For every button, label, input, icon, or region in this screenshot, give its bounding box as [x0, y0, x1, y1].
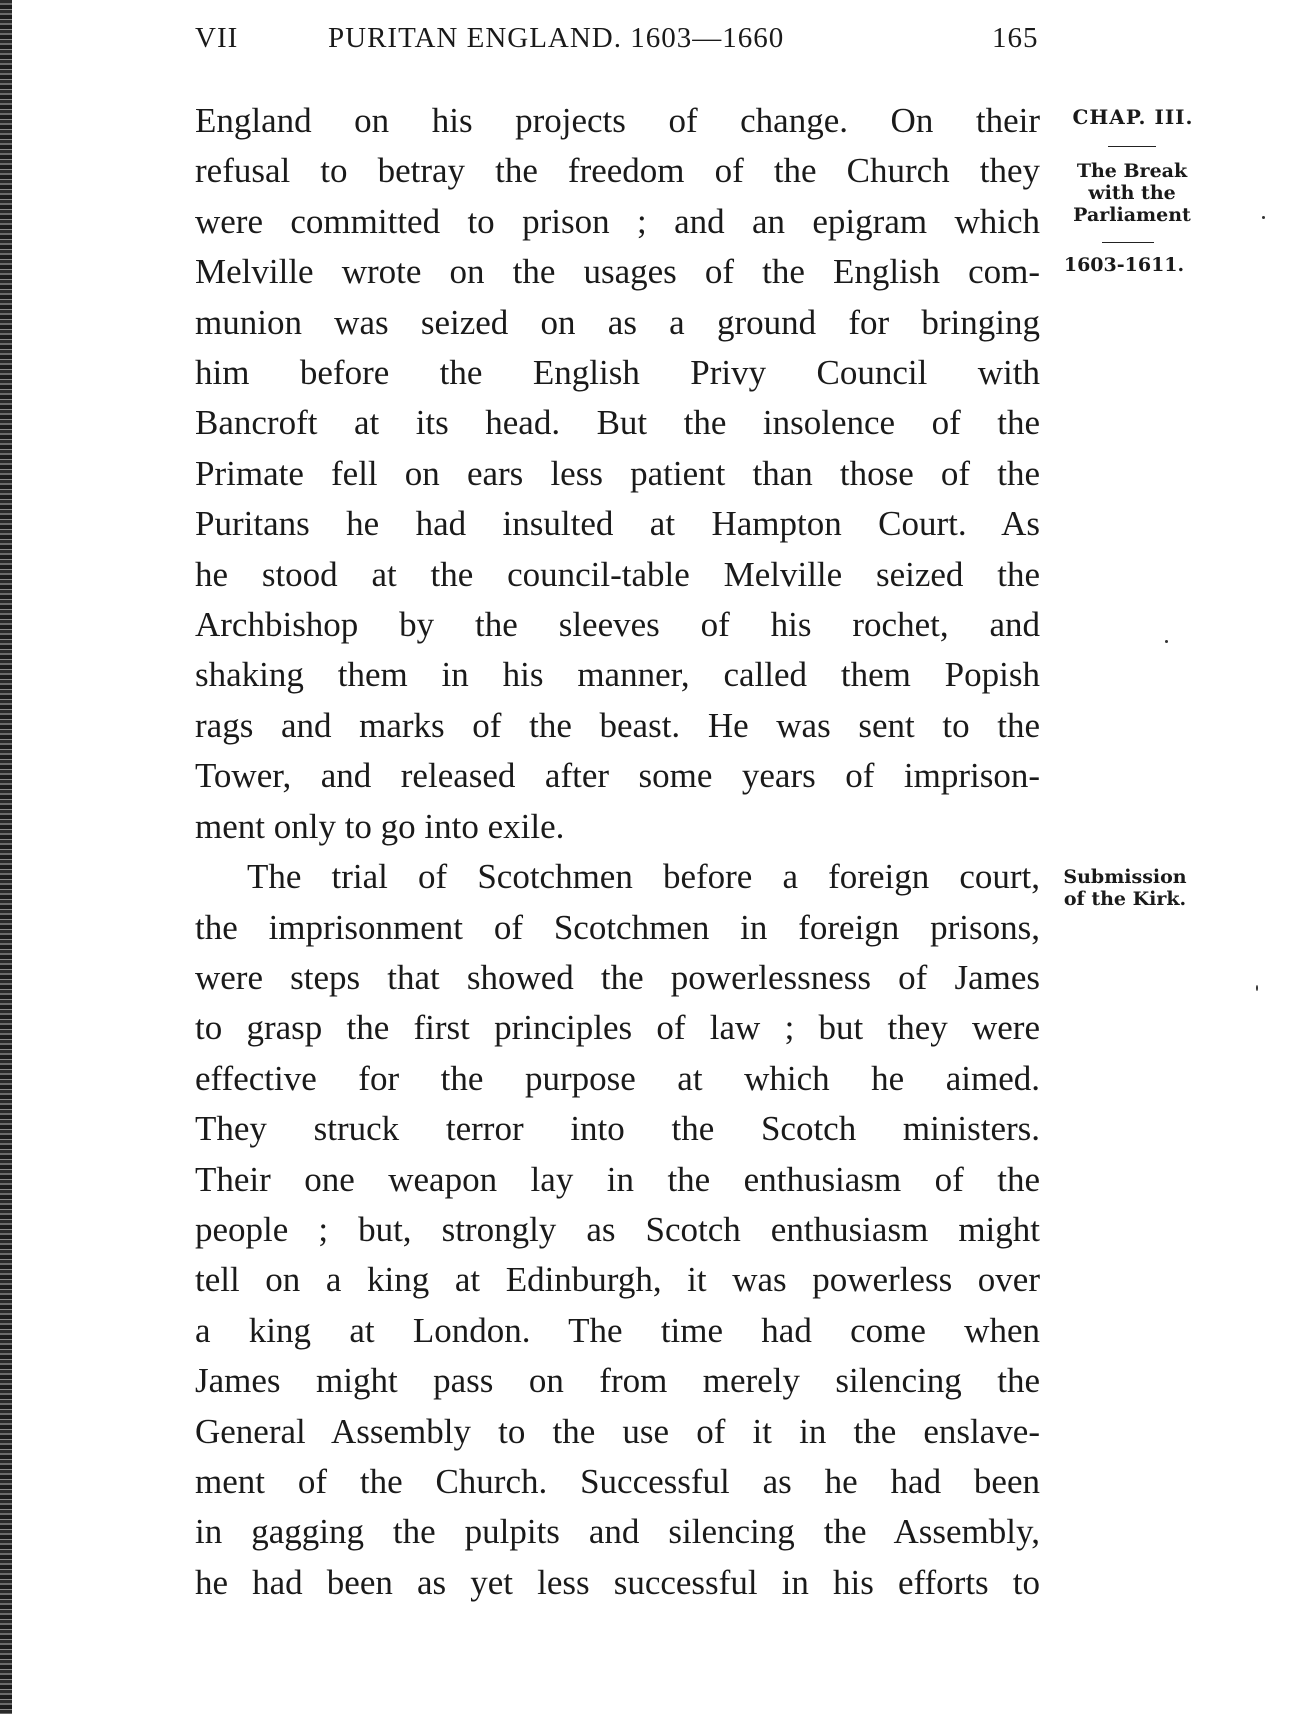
text-line: were committed to prison ; and an epigram which — [195, 201, 1040, 241]
text-line: the imprisonment of Scotchmen in foreign prisons, — [195, 907, 1040, 947]
text-line: munion was seized on as a ground for bringing — [195, 302, 1040, 342]
text-line: Puritans he had insulted at Hampton Court. As — [195, 504, 1040, 544]
text-line: refusal to betray the freedom of the Church they — [195, 151, 1040, 191]
scan-speck — [1256, 985, 1258, 991]
margin-rule — [1108, 146, 1156, 147]
margin-note-chapter: CHAP. III. — [1072, 105, 1194, 129]
text-line: were steps that showed the powerlessness of James — [195, 957, 1040, 997]
text-line: in gagging the pulpits and silencing the Assembly, — [195, 1512, 1040, 1552]
text-line: England on his projects of change. On their — [195, 101, 1040, 140]
text-line: to grasp the first principles of law ; but they were — [195, 1008, 1040, 1048]
text-line: people ; but, strongly as Scotch enthusiasm might — [195, 1209, 1040, 1249]
body-text — [195, 96, 1040, 1608]
text-line: Bancroft at its head. But the insolence of the — [195, 403, 1040, 443]
text-line: Archbishop by the sleeves of his rochet, and — [195, 605, 1040, 645]
margin-note-section-title: The Break with the Parliament — [1073, 160, 1191, 226]
paragraph-1 — [195, 96, 1040, 852]
text-line: Tower, and released after some years of imprison- — [195, 756, 1040, 796]
scan-speck — [1165, 640, 1168, 643]
text-line: effective for the purpose at which he aimed. — [195, 1058, 1040, 1098]
running-head-chapter: VII — [195, 22, 239, 54]
binding-edge — [0, 0, 12, 1714]
text-line: Melville wrote on the usages of the English com- — [195, 252, 1040, 292]
text-line: he stood at the council-table Melville seized the — [195, 554, 1040, 594]
text-line: a king at London. The time had come when — [195, 1310, 1040, 1350]
text-line: Primate fell on ears less patient than those of the — [195, 453, 1040, 493]
text-line: General Assembly to the use of it in the enslave- — [195, 1411, 1040, 1451]
text-line: The trial of Scotchmen before a foreign court, — [247, 857, 1040, 897]
paragraph-2 — [195, 852, 1040, 1608]
text-line: he had been as yet less successful in his efforts to — [195, 1562, 1040, 1602]
running-head-title: PURITAN ENGLAND. 1603—1660 — [328, 22, 785, 54]
margin-rule — [1102, 242, 1154, 243]
text-line: James might pass on from merely silencing the — [195, 1361, 1040, 1401]
text-line: tell on a king at Edinburgh, it was powerless over — [195, 1260, 1040, 1300]
text-line: Their one weapon lay in the enthusiasm of the — [195, 1159, 1040, 1199]
page-number: 165 — [992, 22, 1039, 54]
text-line: They struck terror into the Scotch ministers. — [195, 1109, 1040, 1149]
margin-note-subsection: Submission of the Kirk. — [1063, 866, 1187, 910]
text-line: him before the English Privy Council with — [195, 353, 1040, 393]
margin-note-dates: 1603-1611. — [1063, 254, 1185, 276]
running-head — [195, 22, 1045, 62]
text-line: shaking them in his manner, called them Popish — [195, 655, 1040, 695]
scan-speck — [1262, 216, 1265, 219]
text-line: ment only to go into exile. — [195, 806, 565, 846]
text-line: ment of the Church. Successful as he had been — [195, 1461, 1040, 1501]
text-line: rags and marks of the beast. He was sent to the — [195, 705, 1040, 745]
